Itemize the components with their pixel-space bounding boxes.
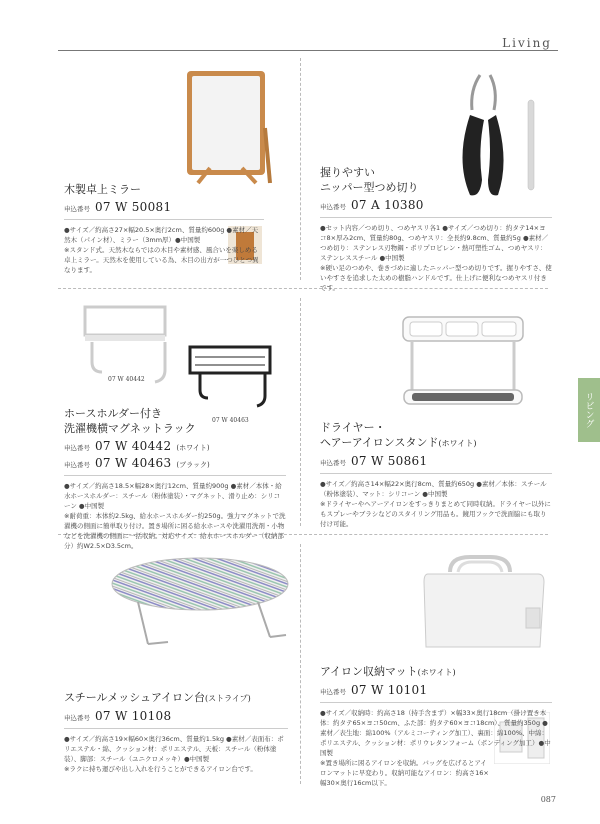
order-code: 申込番号 07 W 40463 (ブラック) xyxy=(64,456,210,470)
product-title: ドライヤー・ ヘアーアイロンスタンド(ホワイト) xyxy=(320,421,477,449)
ironing-board-image xyxy=(108,552,293,652)
product-description: ●サイズ／約高さ18.5×幅28×奥行12cm、質量約900g ●素材／本体・給水ホースホルダー：スチール（粉体塗装）・マグネット、滑り止め：シリコーン ●中国製 ※耐荷重：本体約2.5kg、給水ホースホルダー約250g。強力マグネットで洗濯機の側面に簡単取り付け。置き場所に困る給水ホースや洗濯用洗剤・小物などを洗濯機の側面に一括収納。対応サイズ：給水ホースホルダー（収納部分）約W2.5×D3.5cm。 xyxy=(64,475,286,551)
order-code: 申込番号 07 W 50081 xyxy=(64,200,172,214)
product-title: スチールメッシュアイロン台(ストライプ) xyxy=(64,691,251,704)
product-mirror xyxy=(64,182,280,275)
header-rule xyxy=(58,50,558,51)
product-description: ●サイズ／収納時：約高さ18（持手含まず）×幅33×奥行18cm（掛け置き本体：約タテ65×ヨコ50cm、ふた部：約タテ60×ヨコ18cm）、質量約350g ●素材／表生地：綿100%（アルミコーティング加工）、裏面：綿100%、中綿：ポリエステル、クッション材：ポリウレタンフォーム（ボンディング加工）●中国製 ※置き場所に困るアイロンを収納。バッグを広げるとアイロンマットに早変わり。収納可能なアイロン：約高さ16×幅30×奥行16cm以下。 xyxy=(320,702,552,788)
column-divider xyxy=(300,298,301,526)
order-code: 申込番号 07 W 50861 xyxy=(320,454,428,468)
product-title: 木製卓上ミラー xyxy=(64,183,141,196)
product-description: ●セット内容／つめ切り、つめヤスリ各1 ●サイズ／つめ切り：約タテ14×ヨコ8×厚み2cm、質量約80g、つめヤスリ：全長約9.8cm、質量約5g ●素材／つめ切り：ステンレス刃物鋼・ポリプロピレン・熱可塑性ゴム、つめヤスリ：ステンレススチール ●中国製 ※硬い足のつめや、巻きづめに適したニッパー型つめ切りです。握りやすさ、使いやすさを追求した太めの樹脂ハンドルです。仕上げに便利なつめヤスリ付きです。 xyxy=(320,217,552,293)
dryer-stand-image xyxy=(398,312,528,412)
column-divider xyxy=(300,544,301,784)
product-nail-clipper xyxy=(320,165,552,293)
page-number: 087 xyxy=(540,795,556,804)
product-title: 握りやすい ニッパー型つめ切り xyxy=(320,166,419,194)
order-code: 申込番号 07 W 10101 xyxy=(320,683,428,697)
mirror-image xyxy=(170,68,280,188)
image-label: 07 W 40463 xyxy=(212,417,249,424)
order-code: 申込番号 07 W 40442 (ホワイト) xyxy=(64,439,210,453)
product-title: ホースホルダー付き 洗濯機横マグネットラック xyxy=(64,407,196,435)
order-code: 申込番号 07 W 10108 xyxy=(64,709,172,723)
product-description: ●サイズ／約高さ27×幅20.5×奥行2cm、質量約600g ●素材／天然木（パイン材）、ミラー（3mm厚）●中国製 ※スタンド式。天然木ならではの木目や素材感、風合いを楽しめる卓上ミラー。天然木を使用している為、木目の出方が一つひとつ異なります。 xyxy=(64,219,264,275)
product-description: ●サイズ／約高さ19×幅60×奥行36cm、質量約1.5kg ●素材／表面布：ポリエステル・綿、クッション材：ポリエステル、天板：スチール（粉体塗装）、脚部：スチール（ユニクロメッキ）●中国製 ※ラクに持ち運びや出し入れを行うことができるアイロン台です。 xyxy=(64,728,288,774)
order-code: 申込番号 07 A 10380 xyxy=(320,198,424,212)
iron-storage-mat-image xyxy=(420,552,548,652)
product-title: アイロン収納マット(ホワイト) xyxy=(320,665,456,678)
category-tab[interactable]: リビング xyxy=(578,378,600,442)
product-dryer-stand xyxy=(320,420,552,529)
magnet-rack-image xyxy=(80,302,280,412)
column-divider xyxy=(300,58,301,280)
product-description: ●サイズ／約高さ14×幅22×奥行8cm、質量約650g ●素材／本体：スチール（粉体塗装）、マット：シリコーン ●中国製 ※ドライヤーやヘアーアイロンをすっきりまとめて同時収納。ドライヤー以外にもスプレーやブラシなどのスタイリング用品も。鏡用フックで洗面脇にも取り付け可能。 xyxy=(320,473,552,529)
image-label: 07 W 40442 xyxy=(108,376,145,383)
product-ironing-board xyxy=(64,690,288,774)
section-title: Living xyxy=(502,36,552,50)
product-iron-storage-mat xyxy=(320,664,552,788)
product-magnet-rack xyxy=(64,406,286,551)
